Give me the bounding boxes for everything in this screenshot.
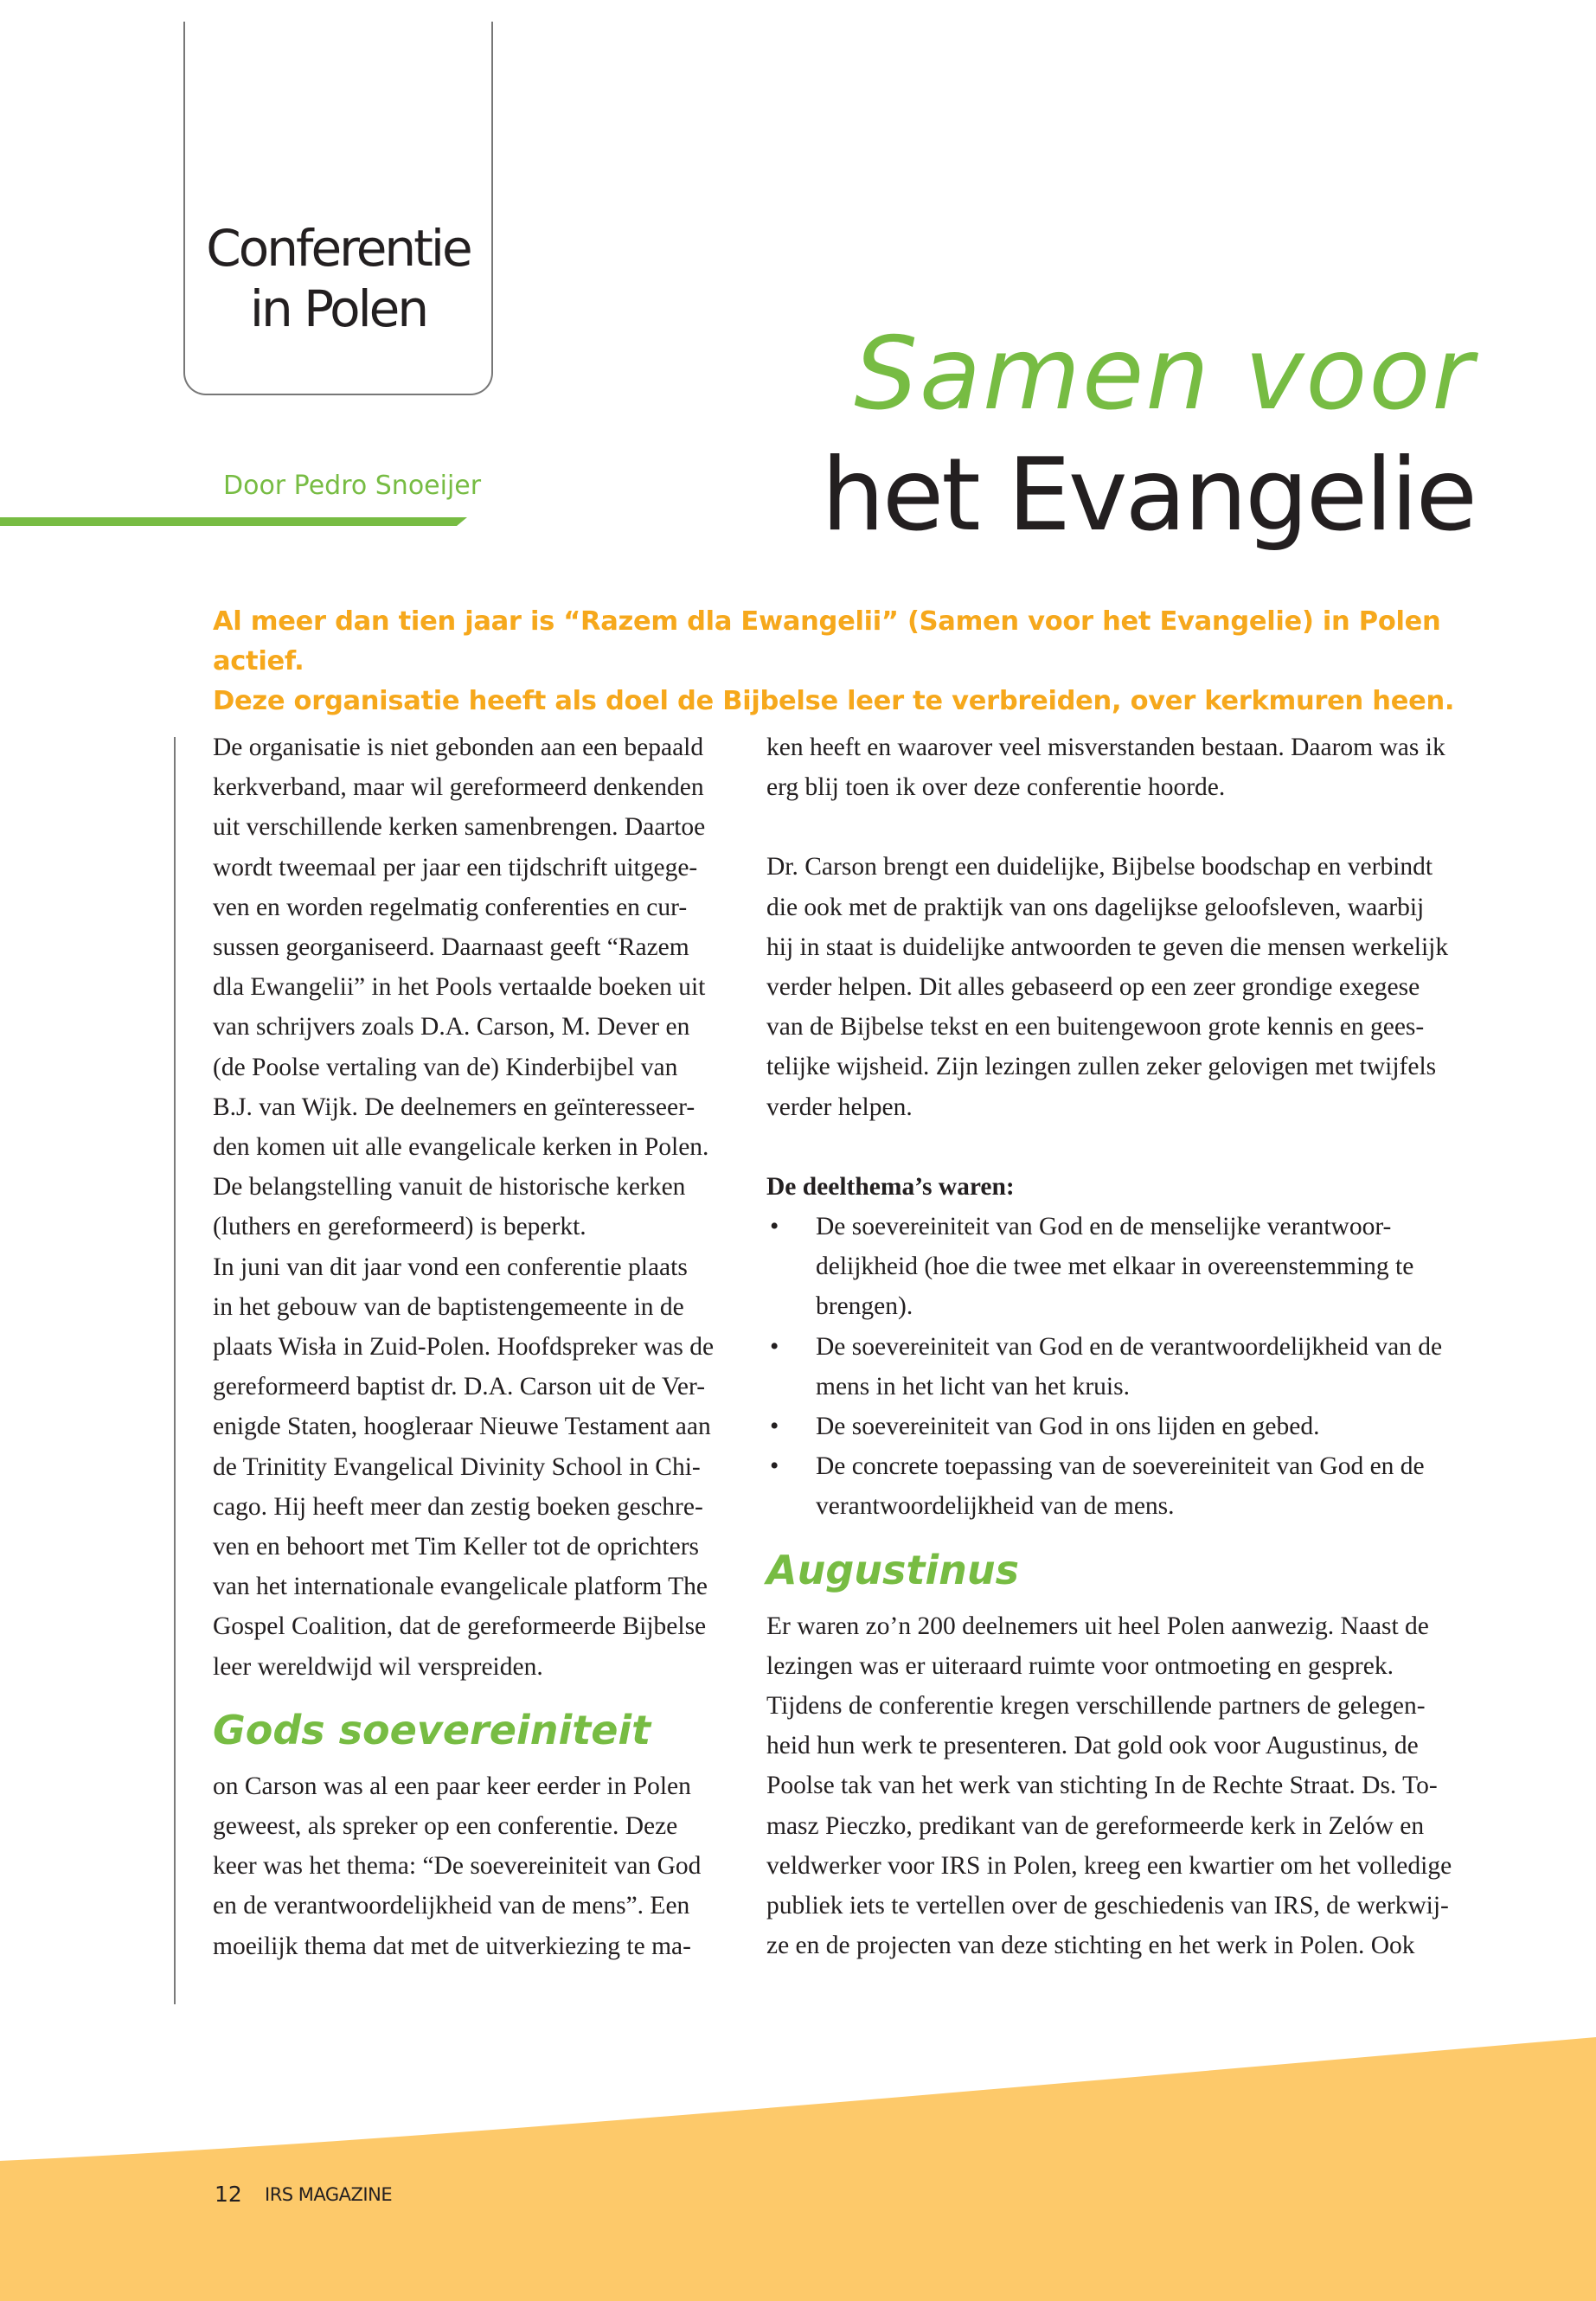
text-line: sussen georganiseerd. Daarnaast geeft “Razem <box>213 933 689 962</box>
text-line: (de Poolse vertaling van de) Kinderbijbel van <box>213 1053 678 1081</box>
text-line: den komen uit alle evangelicale kerken in Polen. <box>213 1133 709 1162</box>
text-line: die ook met de praktijk van ons dagelijkse geloofsleven, waarbij <box>766 893 1425 921</box>
list-item <box>766 1407 1480 1446</box>
intro-line: Deze organisatie heeft als doel de Bijbelse leer te verbreiden, over kerkmuren heen. <box>213 686 1455 716</box>
subheading-gods-soevereiniteit: Gods soevereiniteit <box>213 1706 651 1753</box>
text-line: Poolse tak van het werk van stichting In de Rechte Straat. Ds. To- <box>766 1772 1438 1800</box>
text-line: (luthers en gereformeerd) is beperkt. <box>213 1213 586 1241</box>
text-line: Tijdens de conferentie kregen verschillende partners de gelegen- <box>766 1692 1426 1721</box>
section-label-line-2: in Polen <box>249 279 427 338</box>
magazine-name: IRS MAGAZINE <box>265 2184 393 2205</box>
text-line: uit verschillende kerken samenbrengen. Daartoe <box>213 813 706 842</box>
column-rule <box>174 737 176 2004</box>
text-line: verder helpen. <box>766 1093 913 1121</box>
text-line: Gospel Coalition, dat de gereformeerde Bijbelse <box>213 1612 707 1641</box>
text-line: plaats Wisła in Zuid-Polen. Hoofdspreker was de <box>213 1333 715 1362</box>
left-column <box>213 727 742 1966</box>
text-line: leer wereldwijd wil verspreiden. <box>213 1652 543 1681</box>
text-line: veldwerker voor IRS in Polen, kreeg een kwartier om het volledige <box>766 1851 1452 1880</box>
text-line: publiek iets te vertellen over de geschiedenis van IRS, de werkwij- <box>766 1892 1449 1920</box>
section-tab-frame <box>183 22 493 395</box>
text-line: De belangstelling vanuit de historische kerken <box>213 1173 686 1202</box>
section-label <box>183 218 493 339</box>
text-line: De soevereiniteit van God in ons lijden en gebed. <box>816 1413 1320 1441</box>
body-paragraph <box>766 1606 1480 1966</box>
headline-line-2: het Evangelie <box>821 437 1475 554</box>
text-line: Dr. Carson brengt een duidelijke, Bijbelse boodschap en verbindt <box>766 853 1433 881</box>
text-line: De concrete toepassing van de soevereiniteit van God en de <box>816 1452 1425 1481</box>
headline-line-1: Samen voor <box>854 316 1475 433</box>
text-line: verantwoordelijkheid van de mens. <box>816 1492 1175 1521</box>
author-byline: Door Pedro Snoeijer <box>223 471 482 501</box>
page-number: 12 <box>215 2182 242 2207</box>
body-paragraph <box>213 727 742 1687</box>
text-line: hij in staat is duidelijke antwoorden te geven die mensen werkelijk <box>766 933 1449 961</box>
text-line: ken heeft en waarover veel misverstanden bestaan. Daarom was ik <box>766 734 1445 761</box>
text-line: verder helpen. Dit alles gebaseerd op een zeer grondige exegese <box>766 973 1420 1002</box>
body-paragraph <box>213 1766 742 1966</box>
text-line: moeilijk thema dat met de uitverkiezing te ma- <box>213 1932 691 1960</box>
intro-lead <box>213 602 1484 721</box>
text-line: delijkheid (hoe die twee met elkaar in overeenstemming te <box>816 1253 1414 1281</box>
right-column <box>766 727 1480 1965</box>
text-line: van de Bijbelse tekst en een buitengewoon grote kennis en gees- <box>766 1013 1425 1042</box>
text-line: erg blij toen ik over deze conferentie hoorde. <box>766 773 1226 802</box>
list-item <box>766 1446 1480 1526</box>
text-line: De organisatie is niet gebonden aan een bepaald <box>213 734 704 761</box>
text-line: ven en behoort met Tim Keller tot de oprichters <box>213 1533 700 1561</box>
text-line: de Trinitity Evangelical Divinity School in Chi- <box>213 1452 701 1481</box>
text-line: lezingen was er uiteraard ruimte voor ontmoeting en gesprek. <box>766 1651 1394 1680</box>
text-line: wordt tweemaal per jaar een tijdschrift uitgege- <box>213 853 698 881</box>
subheading-augustinus: Augustinus <box>766 1546 1020 1593</box>
intro-line: Al meer dan tien jaar is “Razem dla Ewangelii” (Samen voor het Evangelie) in Polen actief. <box>213 606 1441 676</box>
author-underline-bar <box>0 516 467 528</box>
text-line: cago. Hij heeft meer dan zestig boeken geschre- <box>213 1492 703 1521</box>
paragraph-gap <box>766 1127 1480 1167</box>
text-line: In juni van dit jaar vond een conferentie plaats <box>213 1253 688 1281</box>
text-line: on Carson was al een paar keer eerder in Polen <box>213 1772 691 1800</box>
text-line: brengen). <box>816 1292 913 1321</box>
text-line: B.J. van Wijk. De deelnemers en geïnteresseer- <box>213 1093 695 1121</box>
text-line: enigde Staten, hoogleraar Nieuwe Testament aan <box>213 1413 711 1441</box>
section-label-line-1: Conferentie <box>206 219 471 278</box>
text-line: keer was het thema: “De soevereiniteit van God <box>213 1852 702 1881</box>
list-item <box>766 1327 1480 1407</box>
text-line: masz Pieczko, predikant van de gereformeerde kerk in Zelów en <box>766 1811 1425 1840</box>
text-line: De soevereiniteit van God en de verantwoordelijkheid van de <box>816 1332 1443 1361</box>
text-line: dla Ewangelii” in het Pools vertaalde boeken uit <box>213 973 706 1002</box>
text-line: ven en worden regelmatig conferenties en cur- <box>213 893 688 921</box>
text-line: telijke wijsheid. Zijn lezingen zullen zeker gelovigen met twijfels <box>766 1053 1437 1081</box>
text-line: van het internationale evangelicale platform The <box>213 1573 708 1601</box>
text-line: en de verantwoordelijkheid van de mens”. Een <box>213 1892 690 1920</box>
footer-wave-band <box>0 2033 1596 2301</box>
themes-label: De deelthema’s waren: <box>766 1172 1015 1201</box>
text-line: mens in het licht van het kruis. <box>816 1372 1130 1400</box>
text-line: gereformeerd baptist dr. D.A. Carson uit de Ver- <box>213 1373 706 1401</box>
themes-list <box>766 1207 1480 1527</box>
text-line: Er waren zo’n 200 deelnemers uit heel Polen aanwezig. Naast de <box>766 1612 1429 1640</box>
text-line: heid hun werk te presenteren. Dat gold ook voor Augustinus, de <box>766 1732 1419 1760</box>
body-paragraph <box>766 727 1480 807</box>
text-line: in het gebouw van de baptistengemeente in de <box>213 1292 684 1321</box>
text-line: ze en de projecten van deze stichting en het werk in Polen. Ook <box>766 1932 1415 1960</box>
text-line: geweest, als spreker op een conferentie. Deze <box>213 1812 678 1841</box>
text-line: De soevereiniteit van God en de menselijke verantwoor- <box>816 1213 1392 1241</box>
paragraph-gap <box>766 807 1480 847</box>
list-item <box>766 1207 1480 1327</box>
text-line: kerkverband, maar wil gereformeerd denkenden <box>213 773 704 802</box>
body-paragraph <box>766 847 1480 1126</box>
text-line: van schrijvers zoals D.A. Carson, M. Dever en <box>213 1013 690 1042</box>
